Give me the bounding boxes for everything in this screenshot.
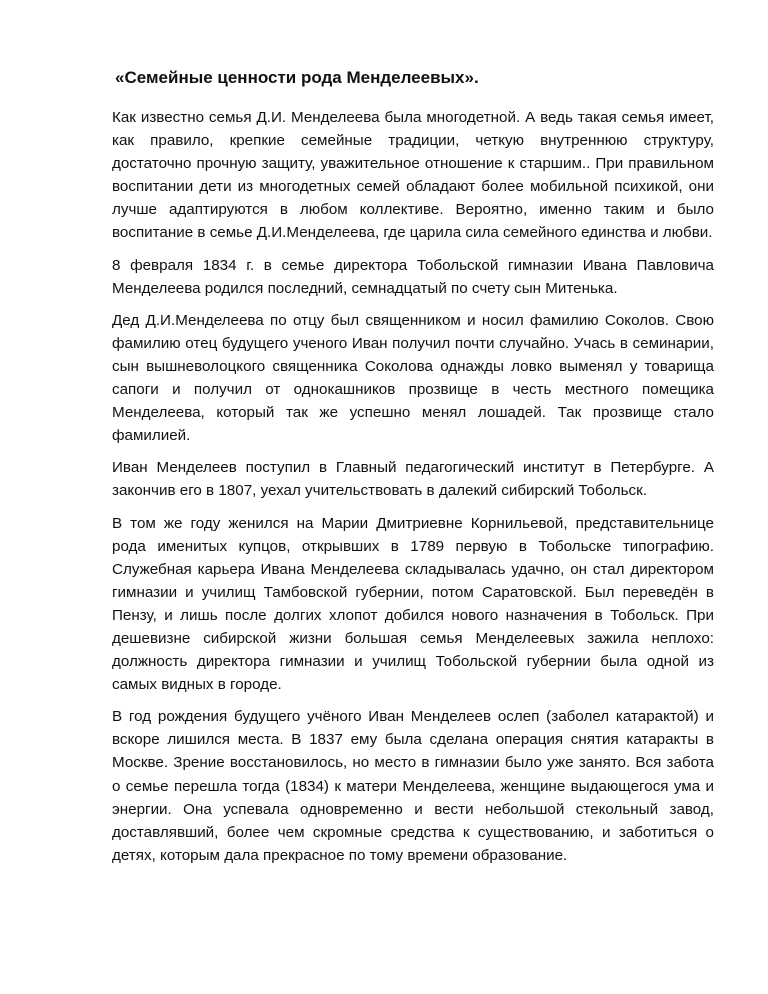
paragraph-family-values: Как известно семья Д.И. Менделеева была многодетной. А ведь такая семья имеет, как правило, крепкие семейные традиции, четкую внутреннюю структуру, достаточно прочную защиту, уважительное отношение к старшим.. При правильном воспитании дети из многодетных семей обладают более мобильной психикой, они лучше адаптируются в любом коллективе. Вероятно, именно таким и было воспитание в семье Д.И.Менделеева, где царила сила семейного единства и любви. bbox=[112, 109, 714, 242]
paragraph-institute: Иван Менделеев поступил в Главный педагогический институт в Петербурге. А закончив его в 1807, уехал учительствовать в далекий сибирский Тобольск. bbox=[112, 459, 714, 500]
document-page bbox=[112, 66, 714, 876]
paragraph-blindness-mother: В год рождения будущего учёного Иван Менделеев ослеп (заболел катарактой) и вскоре лишился места. В 1837 ему была сделана операция снятия катаракты в Москве. Зрение восстановилось, но место в гимназии было уже занято. Вся забота о семье перешла тогда (1834) к матери Менделеева, женщине выдающегося ума и энергии. Она успевала одновременно и вести небольшой стекольный завод, доставлявший, более чем скромные средства к существованию, и заботиться о детях, которым дала прекрасное по тому времени образование. bbox=[112, 708, 714, 864]
paragraph-grandfather: Дед Д.И.Менделеева по отцу был священником и носил фамилию Соколов. Свою фамилию отец будущего ученого Иван получил почти случайно. Учась в семинарии, сын вышневолоцкого священника Соколова однажды ловко выменял у товарища сапоги и получил от однокашников прозвище в честь местного помещика Менделеева, который так же успешно менял лошадей. Так прозвище стало фамилией. bbox=[112, 311, 714, 445]
paragraph-marriage-career: В том же году женился на Марии Дмитриевне Корнильевой, представительнице рода именитых купцов, открывших в 1789 первую в Тобольске типографию. Служебная карьера Ивана Менделеева складывалась удачно, он стал директором гимназии и училищ Тамбовской губернии, потом Саратовской. Был переведён в Пензу, и лишь после долгих хлопот добился нового назначения в Тобольск. При дешевизне сибирской жизни большая семья Менделеевых зажила неплохо: должность директора гимназии и училищ Тобольской губернии была одной из самых видных в городе. bbox=[112, 514, 714, 694]
paragraph-birth: 8 февраля 1834 г. в семье директора Тобольской гимназии Ивана Павловича Менделеева родился последний, семнадцатый по счету сын Митенька. bbox=[112, 256, 714, 297]
document-title: «Семейные ценности рода Менделеевых». bbox=[115, 68, 479, 87]
